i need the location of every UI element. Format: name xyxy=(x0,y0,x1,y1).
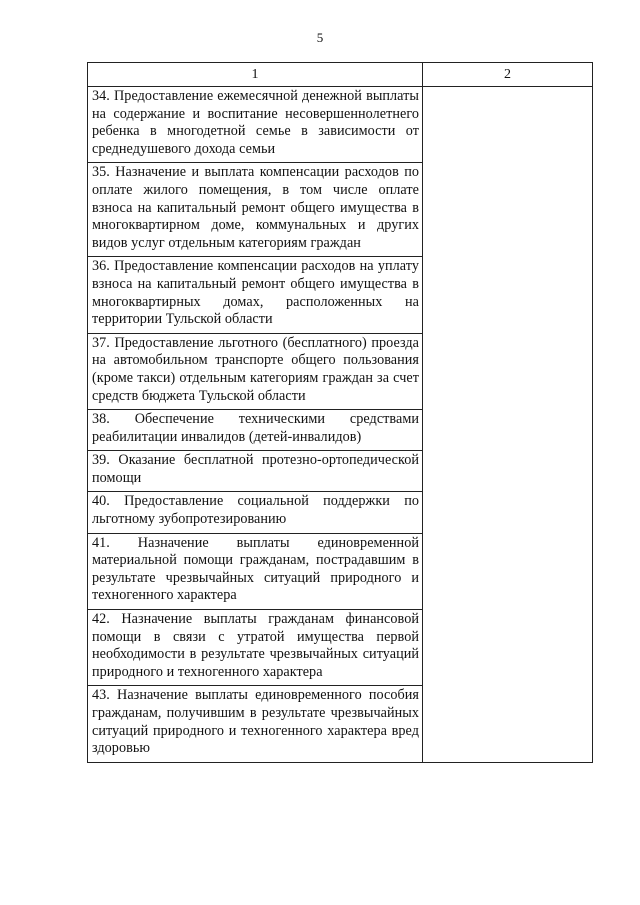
table-row xyxy=(88,492,422,533)
column-header-1: 1 xyxy=(88,63,423,87)
table-row xyxy=(88,410,422,451)
service-item-36: 36. Предоставление компенсации расходов на уплату взноса на капитальный ремонт общего имущества в многоквартирных домах, расположенных на территории Тульской области xyxy=(92,258,419,328)
table-row xyxy=(88,686,422,761)
table-body-row xyxy=(88,87,593,763)
service-item-41: 41. Назначение выплаты единовременной материальной помощи гражданам, пострадавшим в результате чрезвычайных ситуаций природного и техногенного характера xyxy=(92,534,419,604)
services-list-cell xyxy=(88,87,423,763)
service-item-34: 34. Предоставление ежемесячной денежной выплаты на содержание и воспитание несовершеннолетнего ребенка в многодетной семье в зависимости от среднедушевого дохода семьи xyxy=(92,88,419,157)
services-table xyxy=(87,62,593,763)
service-item-42: 42. Назначение выплаты гражданам финансовой помощи в связи с утратой имущества первой необходимости в результате чрезвычайных ситуаций природного и техногенного характера xyxy=(92,611,419,680)
table-row xyxy=(88,87,422,163)
service-item-39: 39. Оказание бесплатной протезно-ортопедической помощи xyxy=(92,452,419,486)
service-item-37: 37. Предоставление льготного (бесплатного) проезда на автомобильном транспорте общего пользования (кроме такси) отдельным категориям граждан за счет средств бюджета Тульской области xyxy=(92,334,419,404)
column-2-empty-cell xyxy=(423,87,593,763)
table-row xyxy=(88,334,422,410)
table-row xyxy=(88,534,422,610)
page-number: 5 xyxy=(316,30,324,45)
service-item-38: 38. Обеспечение техническими средствами реабилитации инвалидов (детей-инвалидов) xyxy=(92,411,419,445)
table-row xyxy=(88,610,422,686)
table-row xyxy=(88,451,422,492)
column-header-2: 2 xyxy=(423,63,593,87)
service-item-35: 35. Назначение и выплата компенсации расходов по оплате жилого помещения, в том числе оплате взноса на капитальный ремонт общего имущества в многоквартирном доме, коммунальных и других видов услуг отдельным категориям граждан xyxy=(92,164,419,251)
service-item-43: 43. Назначение выплаты единовременного пособия гражданам, получившим в результате чрезвычайных ситуаций природного и техногенного характера вред здоровью xyxy=(92,687,419,757)
table-row xyxy=(88,163,422,257)
service-item-40: 40. Предоставление социальной поддержки по льготному зубопротезированию xyxy=(92,493,419,528)
table-row xyxy=(88,257,422,333)
table-header-row xyxy=(88,63,593,87)
